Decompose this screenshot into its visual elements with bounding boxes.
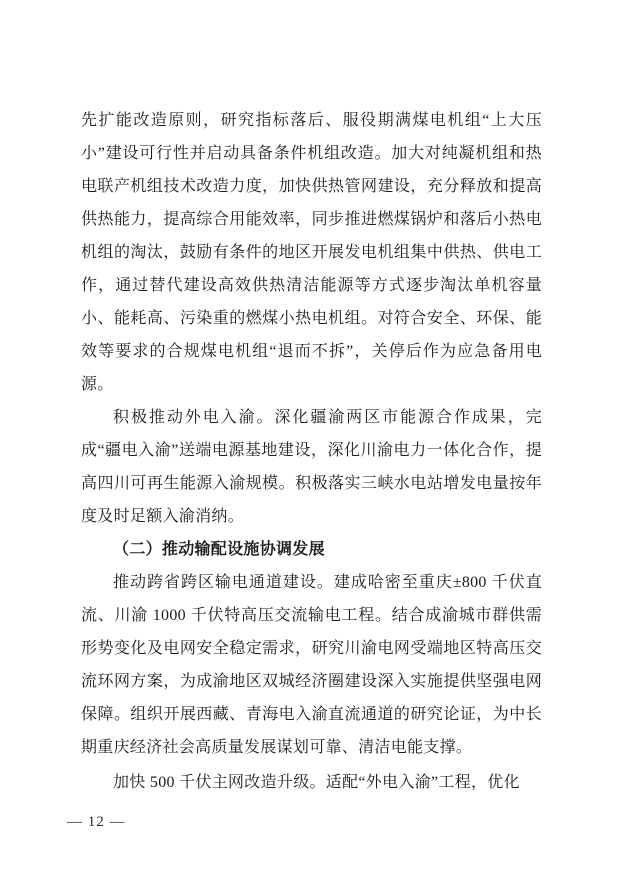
section-heading: （二）推动输配设施协调发展 — [113, 541, 325, 558]
paragraph: 积极推动外电入渝。深化疆渝两区市能源合作成果，完成“疆电入渝”送端电源基地建设，深化川渝电力一体化合作，提高四川可再生能源入渝规模。积极落实三峡水电站增发电量按年度及时足额入渝消纳。 — [81, 409, 542, 525]
document-body — [81, 104, 542, 799]
paragraph: 加快 500 千伏主网改造升级。适配“外电入渝”工程，优化 — [113, 774, 520, 791]
paragraph: 推动跨省跨区输电通道建设。建成哈密至重庆±800 千伏直流、川渝 1000 千伏特高压交流输电工程。结合成渝城市群供需形势变化及电网安全稳定需求，研究川渝电网受端地区特高压交流环网方案，为成渝地区双城经济圈建设深入实施提供坚强电网保障。组织开展西藏、青海电入渝直流通道的研究论证，为中长期重庆经济社会高质量发展谋划可靠、清洁电能支撑。 — [81, 574, 542, 756]
page-number: — 12 — — [67, 814, 126, 830]
paragraph-continuation: 先扩能改造原则，研究指标落后、服役期满煤电机组“上大压小”建设可行性并启动具备条件机组改造。加大对纯凝机组和热电联产机组技术改造力度，加快供热管网建设，充分释放和提高供热能力，提高综合用能效率，同步推进燃煤锅炉和落后小热电机组的淘汰，鼓励有条件的地区开展发电机组集中供热、供电工作，通过替代建设高效供热清洁能源等方式逐步淘汰单机容量小、能耗高、污染重的燃煤小热电机组。对符合安全、环保、能效等要求的合规煤电机组“退而不拆”，关停后作为应急备用电源。 — [81, 112, 542, 393]
